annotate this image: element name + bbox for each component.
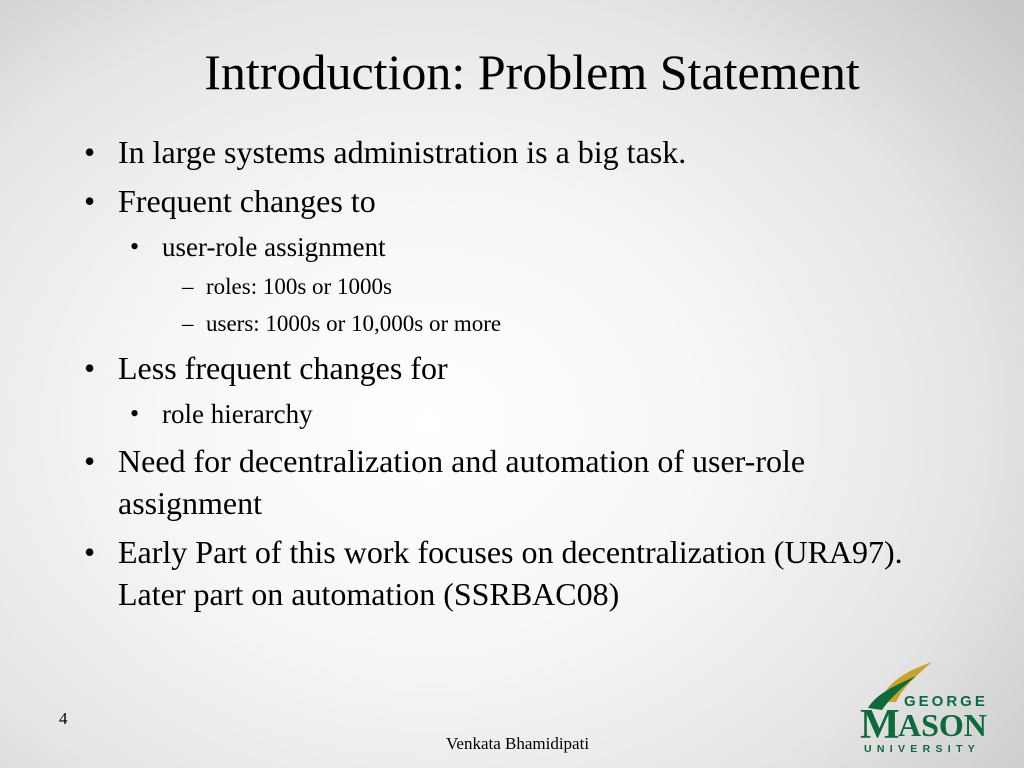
sub-sub-bullet-item: [80, 308, 940, 339]
bullet-icon: •: [84, 183, 96, 219]
bullet-text: Need for decentralization and automation of user-role assignment: [118, 443, 806, 521]
author-footer: Venkata Bhamidipati: [446, 734, 590, 753]
page-number: 4: [59, 709, 68, 728]
bullet-text: users: 1000s or 10,000s or more: [206, 311, 502, 336]
george-mason-flame-logo-icon: [858, 656, 1004, 756]
bullet-text: Less frequent changes for: [118, 350, 448, 386]
bullet-icon: •: [84, 134, 96, 170]
dash-icon: –: [182, 274, 194, 299]
dash-icon: –: [182, 311, 194, 336]
logo-mason-initial: M: [860, 702, 900, 748]
bullet-icon: •: [84, 534, 96, 570]
bullet-text: role hierarchy: [162, 399, 313, 429]
sub-bullet-item: [80, 396, 940, 432]
bullet-text: Early Part of this work focuses on decentralization (URA97). Later part on automation (SSRBAC08): [118, 534, 903, 612]
bullet-icon: •: [130, 232, 140, 261]
sub-sub-bullet-item: [80, 271, 940, 302]
bullet-text: Frequent changes to: [118, 183, 376, 219]
bullet-item: [80, 180, 940, 222]
bullet-item: [80, 440, 940, 524]
bullet-icon: •: [130, 399, 140, 428]
bullet-icon: •: [84, 443, 96, 479]
logo-university-text: UNIVERSITY: [864, 743, 981, 755]
logo-george-text: GEORGE: [904, 693, 988, 710]
bullet-item: [80, 531, 940, 615]
bullet-icon: •: [84, 350, 96, 386]
logo-mason-text: ASON: [898, 707, 987, 743]
bullet-item: [80, 131, 940, 173]
bullet-text: user-role assignment: [162, 232, 386, 262]
george-mason-logo: [858, 656, 1004, 756]
sub-bullet-item: [80, 229, 940, 265]
slide-title: Introduction: Problem Statement: [204, 44, 860, 100]
bullet-item: [80, 347, 940, 389]
bullet-text: In large systems administration is a big task.: [118, 134, 687, 170]
bullet-text: roles: 100s or 1000s: [206, 274, 392, 299]
bullet-list: [80, 131, 940, 622]
